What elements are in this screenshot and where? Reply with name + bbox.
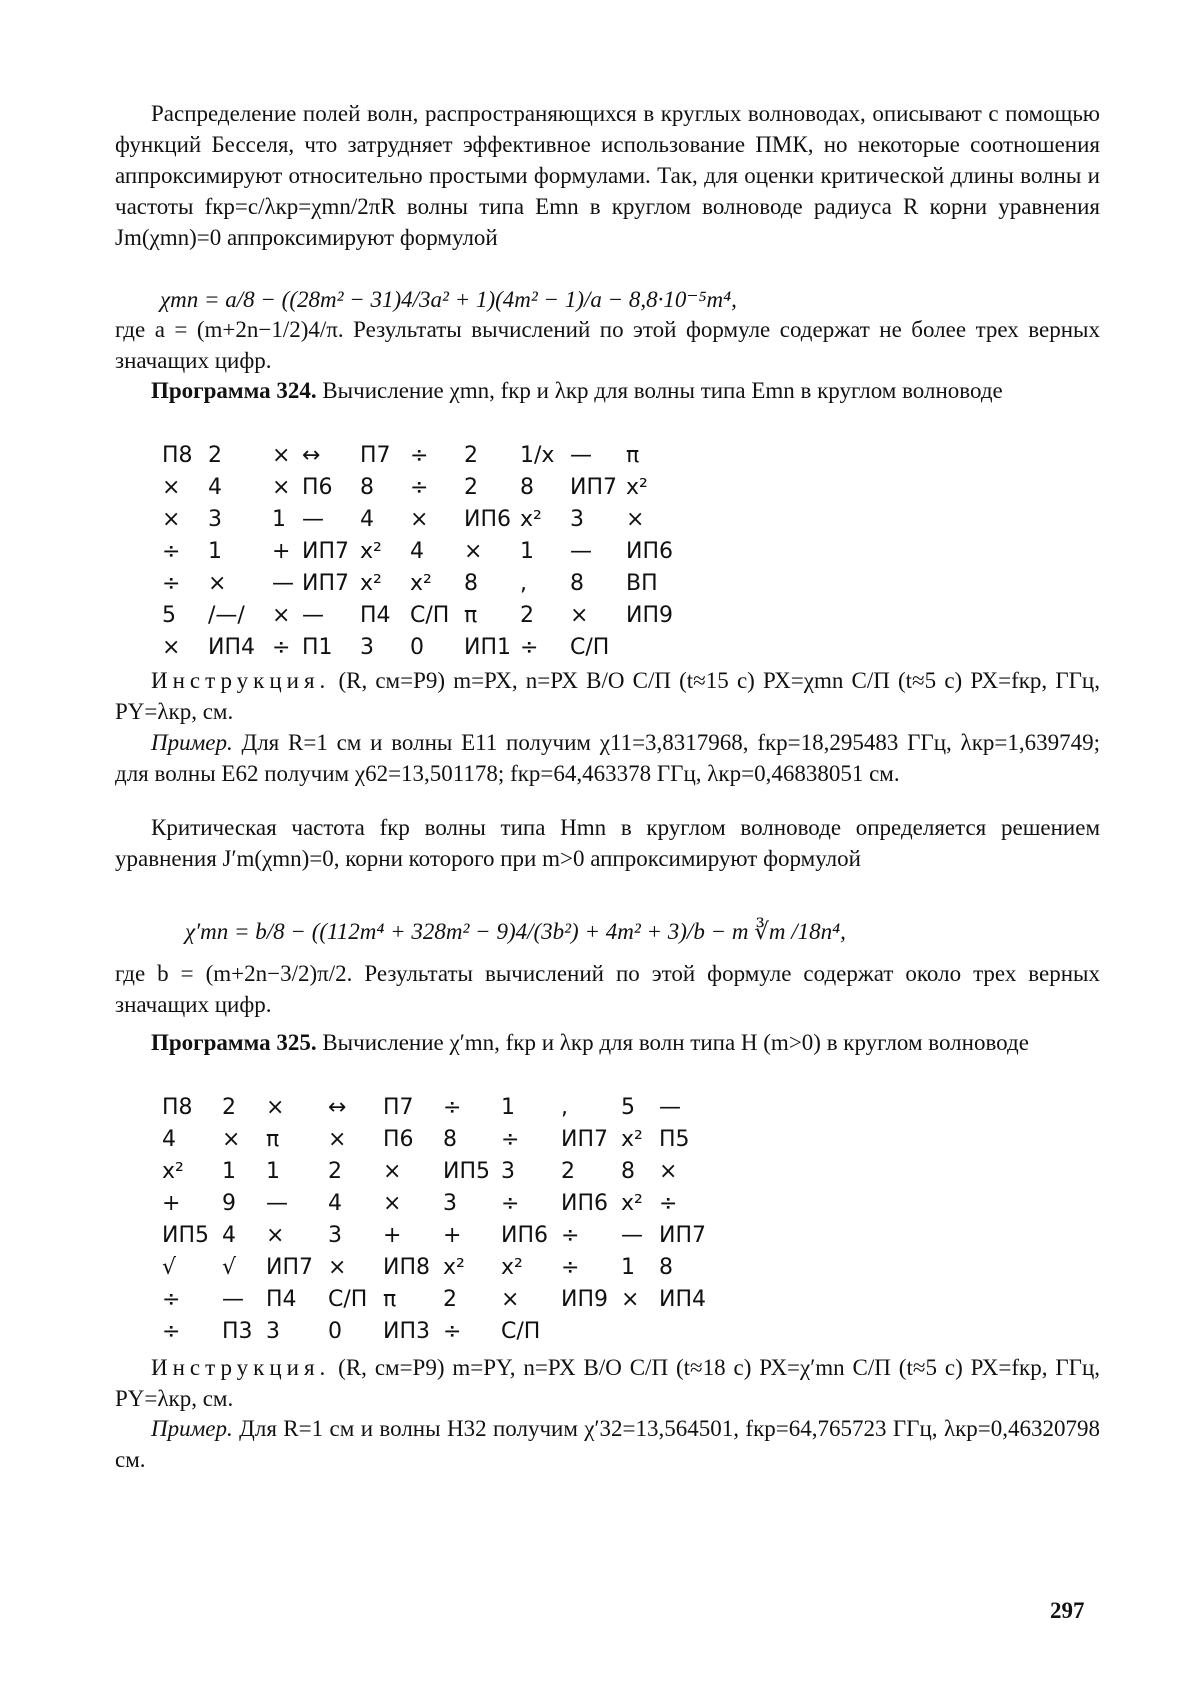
instruction-324-text: (R, см=Р9) m=РХ, n=РХ В/О С/П (t≈15 с) РХ=χmn С/П (t≈5 с) РХ=fкр, ГГц, РY=λкр, см. (115, 668, 1100, 724)
program-324-command: ÷ (162, 571, 181, 596)
formula-chi-prime-mn: χ′mn = b/8 − ((112m⁴ + 328m² − 9)4/(3b²) + 4m² + 3)/b − m ∛m /18n⁴, (185, 919, 846, 944)
example-325-text: Для R=1 см и волны H32 получим χ′32=13,564501, fкр=64,765723 ГГц, λкр=0,46320798 см. (115, 1416, 1100, 1472)
program-325-command: × (501, 1287, 520, 1312)
program-324-command: 1 (272, 507, 286, 532)
program-324-command: — (570, 539, 592, 564)
program-324-command: ИП6 (464, 507, 511, 532)
program-325-command: × (621, 1287, 640, 1312)
intro-paragraph (115, 98, 1100, 253)
program-325-row (162, 1092, 719, 1124)
program-324-command: /—/ (208, 603, 245, 628)
example-324-text: Для R=1 см и волны E11 получим χ11=3,8317968, fкр=18,295483 ГГц, λкр=1,639749; для волны E62 получим χ62=13,501178; fкр=64,463378 ГГц, λкр=0,46838051 см. (115, 730, 1100, 786)
program-324-command: 4 (410, 539, 424, 564)
program-324-command: П8 (162, 443, 193, 468)
program-325-command: x² (621, 1191, 643, 1216)
program-324-command: π (464, 603, 478, 628)
instruction-325 (115, 1352, 1100, 1414)
program-325-command: ÷ (501, 1127, 520, 1152)
program-324-command: × (162, 635, 181, 660)
program-324-command: ВП (626, 571, 658, 596)
program-325-command: ИП4 (659, 1287, 706, 1312)
instruction-324-label: Инструкция. (151, 668, 331, 693)
program-325-command: 0 (328, 1319, 342, 1344)
program-324-command: ИП7 (302, 539, 349, 564)
program-324-command: — (302, 507, 324, 532)
program-325-command: ИП7 (659, 1223, 706, 1248)
program-324-row (162, 600, 686, 632)
program-325-title: Программа 325. (151, 1030, 317, 1055)
formula-chi-mn: χmn = a/8 − ((28m² − 31)4/3a² + 1)(4m² − 1)/a − 8,8·10⁻⁵m⁴, (160, 287, 737, 312)
program-324-command: x² (360, 571, 382, 596)
program-324-command: × (272, 603, 291, 628)
program-325-command: ИП7 (266, 1255, 313, 1280)
program-324-command: 1 (520, 539, 534, 564)
example-324-label: Пример. (151, 730, 233, 755)
program-325-command: 8 (621, 1159, 635, 1184)
program-324-row (162, 632, 686, 664)
program-324-row (162, 472, 686, 504)
program-325-command: ИП6 (501, 1223, 548, 1248)
program-324-heading (115, 375, 1100, 406)
program-325-command: × (383, 1191, 402, 1216)
program-324-command: ИП6 (626, 539, 673, 564)
program-324-command: x² (360, 539, 382, 564)
program-324-command: — (272, 571, 294, 596)
program-324-command: П4 (360, 603, 391, 628)
program-325-command: П4 (266, 1287, 297, 1312)
program-324-description: Вычисление χmn, fкр и λкр для волны типа Emn в круглом волноводе (316, 378, 1003, 403)
program-325-command: 8 (659, 1255, 673, 1280)
program-324-command: 1 (208, 539, 222, 564)
program-325-command: П5 (659, 1127, 690, 1152)
program-324-command: 1/x (520, 443, 555, 468)
program-324-command: С/П (410, 603, 450, 628)
program-325-command: 1 (266, 1159, 280, 1184)
program-325-command: ИП7 (561, 1127, 608, 1152)
program-325-command: × (266, 1223, 285, 1248)
program-325-command: x² (443, 1255, 465, 1280)
program-324-command: — (302, 603, 324, 628)
program-325-command: ÷ (561, 1223, 580, 1248)
program-324-command: × (162, 507, 181, 532)
program-325-command: √ (222, 1255, 237, 1280)
program-324-row (162, 504, 686, 536)
program-325-command: x² (621, 1127, 643, 1152)
program-324-command: + (272, 539, 291, 564)
program-325-command: × (659, 1159, 678, 1184)
program-325-command: 3 (443, 1191, 457, 1216)
program-324-command: 3 (570, 507, 584, 532)
program-325-command: √ (162, 1255, 177, 1280)
program-324-command: × (208, 571, 227, 596)
program-325-command: 1 (621, 1255, 635, 1280)
program-324-command: ИП4 (208, 635, 255, 660)
h-wave-paragraph (115, 812, 1100, 874)
program-325-command: П8 (162, 1095, 193, 1120)
program-324-row (162, 440, 686, 472)
program-325-command (659, 1316, 719, 1348)
program-324-command: — (570, 443, 592, 468)
program-324-listing (162, 440, 686, 664)
program-324-command: × (162, 475, 181, 500)
program-324-command: × (272, 443, 291, 468)
program-325-command: П7 (383, 1095, 414, 1120)
program-325-row (162, 1220, 719, 1252)
program-324-command: x² (520, 507, 542, 532)
program-324-title: Программа 324. (151, 378, 317, 403)
program-324-command: 3 (208, 507, 222, 532)
program-325-command: ÷ (162, 1287, 181, 1312)
instruction-324 (115, 665, 1100, 727)
program-325-command: , (561, 1095, 568, 1120)
program-324-row (162, 568, 686, 600)
program-325-command (561, 1316, 621, 1348)
program-325-command: 2 (443, 1287, 457, 1312)
program-325-command: 2 (328, 1159, 342, 1184)
program-325-command: ÷ (162, 1319, 181, 1344)
program-324-command: 8 (520, 475, 534, 500)
program-325-command: ÷ (443, 1319, 462, 1344)
intro-text: Распределение полей волн, распространяющихся в круглых волноводах, описывают с помощью функций Бесселя, что затрудняет эффективное использование ПМК, но некоторые соотношения аппроксимируют относительно простыми формулами. Так, для оценки критической длины волны и частоты fкр=c/λкр=χmn/2πR волны типа Emn в круглом волноводе радиуса R корни уравнения Jm(χmn)=0 аппроксимируют формулой (115, 101, 1100, 250)
h-wave-text: Критическая частота fкр волны типа Hmn в круглом волноводе определяется решением уравнения J′m(χmn)=0, корни которого при m>0 аппроксимируют формулой (115, 815, 1100, 871)
program-325-command: + (443, 1223, 462, 1248)
program-325-command: ИП3 (383, 1319, 430, 1344)
program-325-command: ↔ (328, 1095, 347, 1120)
program-324-command: π (626, 443, 640, 468)
instruction-325-text: (R, см=Р9) m=РY, n=РХ В/О С/П (t≈18 с) РХ=χ′mn С/П (t≈5 с) РХ=fкр, ГГц, РY=λкр, см. (115, 1355, 1100, 1411)
example-325 (115, 1413, 1100, 1475)
program-324-command: 2 (464, 475, 478, 500)
program-324-command: x² (626, 475, 648, 500)
program-324-command: С/П (570, 635, 610, 660)
program-325-command: 1 (222, 1159, 236, 1184)
program-325-row (162, 1284, 719, 1316)
program-324-command: ÷ (162, 539, 181, 564)
program-325-row (162, 1188, 719, 1220)
program-325-command: — (659, 1095, 681, 1120)
program-325-command: П6 (383, 1127, 414, 1152)
program-324-command: × (410, 507, 429, 532)
program-325-command: 5 (621, 1095, 635, 1120)
program-325-row (162, 1316, 719, 1348)
example-324 (115, 727, 1100, 789)
program-324-command: 4 (208, 475, 222, 500)
program-324-command: × (570, 603, 589, 628)
program-325-command: x² (501, 1255, 523, 1280)
program-325-listing (162, 1092, 719, 1348)
program-325-command: 9 (222, 1191, 236, 1216)
program-324-command: 5 (162, 603, 176, 628)
program-324-command: 8 (360, 475, 374, 500)
program-324-command (626, 632, 686, 664)
program-325-command: ИП5 (162, 1223, 209, 1248)
program-325-command: 4 (222, 1223, 236, 1248)
program-325-command: 4 (162, 1127, 176, 1152)
program-325-command: С/П (328, 1287, 368, 1312)
program-325-command: 3 (266, 1319, 280, 1344)
program-325-command: С/П (501, 1319, 541, 1344)
program-324-command: ↔ (302, 443, 321, 468)
program-325-command: 2 (222, 1095, 236, 1120)
program-325-command: × (328, 1255, 347, 1280)
program-325-command: π (383, 1287, 397, 1312)
program-325-command: ИП5 (443, 1159, 490, 1184)
program-324-command: ИП7 (302, 571, 349, 596)
program-324-command: 4 (360, 507, 374, 532)
program-325-command: ÷ (443, 1095, 462, 1120)
program-325-command: 1 (501, 1095, 515, 1120)
program-325-command: 8 (443, 1127, 457, 1152)
program-325-command: × (266, 1095, 285, 1120)
program-324-command: × (626, 507, 645, 532)
program-325-command: ÷ (561, 1255, 580, 1280)
program-325-description: Вычисление χ′mn, fкр и λкр для волн типа H (m>0) в круглом волноводе (316, 1030, 1029, 1055)
program-325-command: 3 (501, 1159, 515, 1184)
program-325-command: ИП6 (561, 1191, 608, 1216)
program-325-command: 2 (561, 1159, 575, 1184)
program-325-command: + (383, 1223, 402, 1248)
program-324-command: ИП9 (626, 603, 673, 628)
program-324-command: П6 (302, 475, 333, 500)
program-324-command: ÷ (410, 443, 429, 468)
instruction-325-label: Инструкция. (151, 1355, 331, 1380)
program-324-command: 2 (464, 443, 478, 468)
program-325-command: × (222, 1127, 241, 1152)
program-325-command: ИП8 (383, 1255, 430, 1280)
program-325-command: 3 (328, 1223, 342, 1248)
program-324-command: ÷ (520, 635, 539, 660)
program-325-command: — (266, 1191, 288, 1216)
program-324-command: 8 (570, 571, 584, 596)
program-324-command: 2 (520, 603, 534, 628)
program-325-row (162, 1156, 719, 1188)
program-324-command: ÷ (272, 635, 291, 660)
page-number: 297 (1050, 1598, 1085, 1623)
program-325-command: π (266, 1127, 280, 1152)
program-325-command: 4 (328, 1191, 342, 1216)
program-325-command: ИП9 (561, 1287, 608, 1312)
program-324-command: П7 (360, 443, 391, 468)
program-324-command: 2 (208, 443, 222, 468)
example-325-label: Пример. (151, 1416, 233, 1441)
program-325-row (162, 1124, 719, 1156)
program-324-command: × (464, 539, 483, 564)
program-324-command: ÷ (410, 475, 429, 500)
program-325-command: — (621, 1223, 643, 1248)
program-325-row (162, 1252, 719, 1284)
program-325-command: ÷ (501, 1191, 520, 1216)
program-324-command: 3 (360, 635, 374, 660)
program-324-command: 8 (464, 571, 478, 596)
program-325-command: П3 (222, 1319, 253, 1344)
program-325-command: — (222, 1287, 244, 1312)
program-325-command: × (328, 1127, 347, 1152)
program-324-command: × (272, 475, 291, 500)
program-324-command: 0 (410, 635, 424, 660)
program-325-command: + (162, 1191, 181, 1216)
program-324-command: , (520, 571, 527, 596)
program-325-command: x² (162, 1159, 184, 1184)
formula2-explanation: где b = (m+2n−3/2)π/2. Результаты вычислений по этой формуле содержат около трех верных значащих цифр. (115, 961, 1100, 1017)
program-324-command: ИП7 (570, 475, 617, 500)
program-325-heading (115, 1027, 1100, 1058)
program-324-row (162, 536, 686, 568)
program-324-command: ИП1 (464, 635, 511, 660)
program-324-command: x² (410, 571, 432, 596)
program-324-command: П1 (302, 635, 333, 660)
formula1-explanation: где a = (m+2n−1/2)4/π. Результаты вычислений по этой формуле содержат не более трех верных значащих цифр. (115, 317, 1100, 373)
program-325-command (621, 1316, 659, 1348)
program-325-command: × (383, 1159, 402, 1184)
program-325-command: ÷ (659, 1191, 678, 1216)
